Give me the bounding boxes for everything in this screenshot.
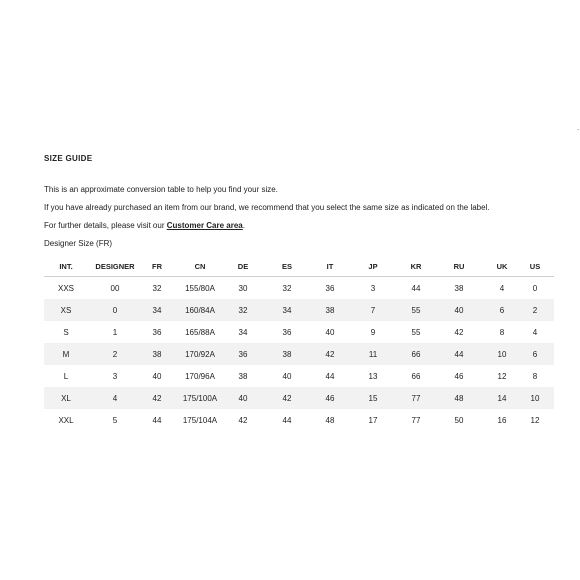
table-cell: 42	[142, 387, 172, 409]
column-header: CN	[172, 257, 228, 277]
table-cell: 16	[497, 415, 507, 425]
table-cell: 40	[228, 387, 258, 409]
table-cell: 77	[402, 387, 430, 409]
table-cell: 46	[454, 371, 464, 381]
table-cell: 175/104A	[182, 415, 218, 425]
table-cell: 175/100A	[172, 387, 228, 409]
table-cell: 34	[142, 299, 172, 321]
table-cell: 55	[411, 327, 421, 337]
table-cell: 38	[454, 283, 464, 293]
table-cell: 30	[238, 283, 248, 293]
column-header: US	[516, 257, 554, 277]
table-cell: 48	[325, 415, 335, 425]
table-cell: 8	[532, 371, 538, 381]
table-cell: 44	[411, 283, 421, 293]
table-cell: 36	[152, 327, 162, 337]
column-header: KR	[402, 257, 430, 277]
table-cell: XXS	[57, 283, 74, 293]
column-header: DE	[228, 257, 258, 277]
table-cell: 38	[238, 371, 248, 381]
size-guide	[44, 154, 554, 431]
column-header: UK	[488, 257, 516, 277]
stray-mark: ˙	[577, 128, 580, 138]
table-cell: 66	[402, 343, 430, 365]
table-cell: XXL	[58, 415, 74, 425]
table-cell: 38	[142, 343, 172, 365]
column-header: IT	[316, 257, 344, 277]
table-row	[44, 321, 554, 343]
table-cell: 66	[411, 371, 421, 381]
table-cell: 14	[488, 387, 516, 409]
table-cell: 55	[402, 299, 430, 321]
table-cell: 40	[325, 327, 335, 337]
table-cell: 34	[258, 299, 316, 321]
table-cell: 40	[430, 299, 488, 321]
table-cell: 12	[497, 371, 507, 381]
table-cell: 42	[454, 327, 464, 337]
column-header: DESIGNER	[88, 257, 142, 277]
table-cell: 10	[516, 387, 554, 409]
table-row	[44, 277, 554, 300]
table-cell: 3	[370, 283, 376, 293]
table-cell: 77	[411, 415, 421, 425]
table-cell: 46	[316, 387, 344, 409]
table-row	[44, 343, 554, 365]
table-cell: 4	[499, 283, 505, 293]
table-cell: 6	[488, 299, 516, 321]
table-cell: 10	[488, 343, 516, 365]
table-cell: 38	[316, 299, 344, 321]
table-cell: 2	[88, 343, 142, 365]
size-conversion-table	[44, 257, 554, 431]
table-cell: 32	[228, 299, 258, 321]
table-cell: 170/96A	[185, 371, 215, 381]
table-cell: 48	[430, 387, 488, 409]
table-cell: 6	[516, 343, 554, 365]
further-details-prefix: For further details, please visit our	[44, 221, 167, 230]
table-cell: 13	[368, 371, 378, 381]
table-cell: XS	[44, 299, 88, 321]
table-cell: 0	[88, 299, 142, 321]
table-cell: 17	[368, 415, 378, 425]
further-details	[44, 221, 554, 231]
table-cell: 0	[532, 283, 538, 293]
further-details-suffix: .	[242, 221, 245, 230]
table-cell: XL	[44, 387, 88, 409]
table-cell: 11	[344, 343, 402, 365]
intro-text: This is an approximate conversion table to help you find your size.	[44, 185, 278, 194]
table-cell: 1	[112, 327, 118, 337]
column-header: INT.	[44, 257, 88, 277]
table-cell: 42	[258, 387, 316, 409]
table-cell: 34	[238, 327, 248, 337]
table-cell: 36	[325, 283, 335, 293]
column-header: FR	[142, 257, 172, 277]
purchase-note: If you have already purchased an item from our brand, we recommend that you select the same size as indicated on the label.	[44, 203, 490, 212]
table-cell: 3	[112, 371, 118, 381]
table-cell: 44	[152, 415, 162, 425]
table-cell: 4	[88, 387, 142, 409]
table-cell: 4	[532, 327, 538, 337]
table-cell: 42	[238, 415, 248, 425]
size-guide-title: SIZE GUIDE	[44, 154, 93, 163]
table-cell: 8	[499, 327, 505, 337]
table-cell: S	[63, 327, 69, 337]
customer-care-link[interactable]: Customer Care area	[166, 221, 243, 230]
column-header: ES	[258, 257, 316, 277]
table-cell: 2	[516, 299, 554, 321]
table-row	[44, 387, 554, 409]
table-cell: M	[44, 343, 88, 365]
table-cell: 5	[112, 415, 118, 425]
table-row	[44, 299, 554, 321]
table-cell: 44	[282, 415, 292, 425]
table-cell: 44	[430, 343, 488, 365]
table-cell: 9	[370, 327, 376, 337]
table-cell: 00	[110, 283, 120, 293]
column-header: RU	[430, 257, 488, 277]
column-header: JP	[344, 257, 402, 277]
table-cell: 32	[152, 283, 162, 293]
table-cell: 40	[282, 371, 292, 381]
table-cell: 40	[152, 371, 162, 381]
table-cell: 50	[454, 415, 464, 425]
table-cell: 44	[325, 371, 335, 381]
table-cell: 160/84A	[172, 299, 228, 321]
table-cell: L	[63, 371, 69, 381]
table-row	[44, 409, 554, 431]
table-cell: 38	[258, 343, 316, 365]
table-cell: 7	[344, 299, 402, 321]
table-body	[44, 277, 554, 432]
table-cell: 12	[530, 415, 540, 425]
designer-size-label: Designer Size (FR)	[44, 239, 113, 248]
table-cell: 170/92A	[172, 343, 228, 365]
table-cell: 42	[316, 343, 344, 365]
table-cell: 36	[282, 327, 292, 337]
table-cell: 15	[344, 387, 402, 409]
table-cell: 32	[282, 283, 292, 293]
table-header-row	[44, 257, 554, 277]
table-cell: 165/88A	[185, 327, 215, 337]
table-cell: 36	[228, 343, 258, 365]
table-cell: 155/80A	[185, 283, 215, 293]
table-row	[44, 365, 554, 387]
